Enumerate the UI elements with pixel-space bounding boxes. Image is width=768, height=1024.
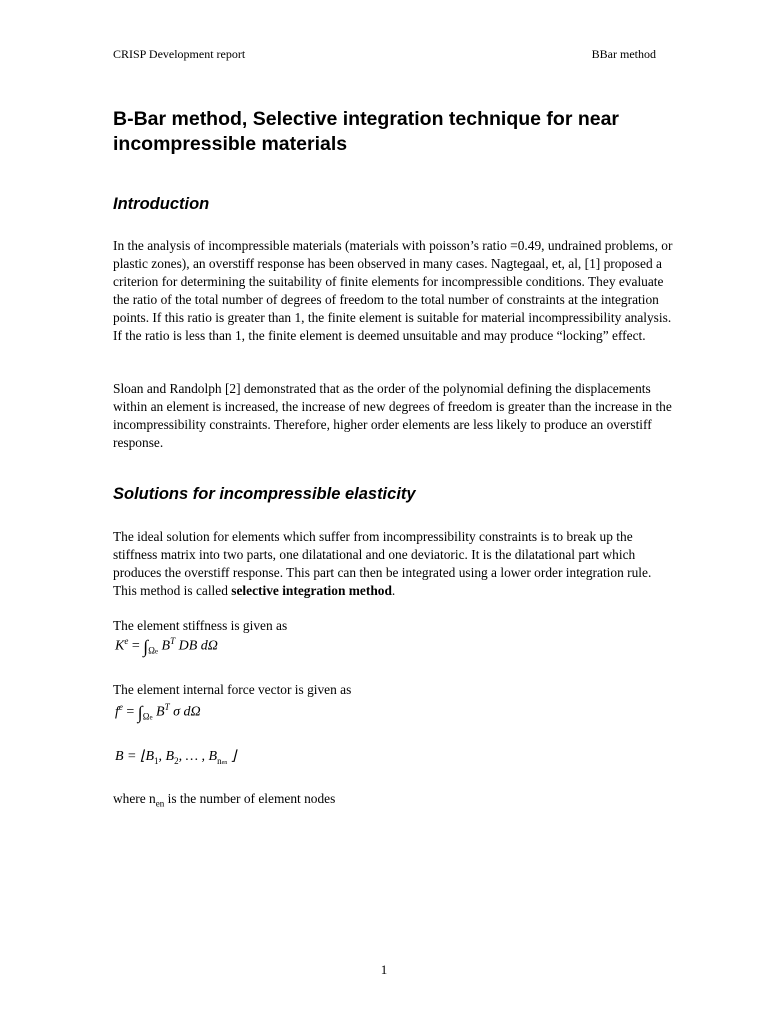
- eq-sub-en: en: [221, 759, 228, 766]
- force-equation: [115, 702, 201, 724]
- document-title: B-Bar method, Selective integration technique for near incompressible materials: [113, 108, 620, 155]
- eq-domain-sup: e: [149, 713, 153, 722]
- page-number: 1: [380, 962, 388, 977]
- introduction-paragraph-1: In the analysis of incompressible materials (materials with poisson’s ratio =0.49, undrained problems, or plastic zones), an overstiff response has been observed in many cases. Nagtegaal, et, al, [1] proposed a criterion for determining the suitability of finite elements for incompressible conditions. They evaluate the ratio of the total number of degrees of freedom to the total number of constraints at the integration points. If this ratio is greater than 1, the finite element is suitable for material incompressibility analysis. If the ratio is less than 1, the finite element is deemed unsuitable and may produce “locking” effect.: [113, 238, 673, 343]
- stiffness-label: The element stiffness is given as: [113, 618, 288, 633]
- stiffness-equation: [115, 636, 218, 658]
- eq-equals: =: [128, 638, 144, 654]
- where-prefix: where n: [113, 791, 156, 806]
- integral-symbol: ∫: [137, 702, 143, 723]
- eq-domain: Ω: [148, 645, 155, 656]
- introduction-paragraph-2: Sloan and Randolph [2] demonstrated that as the order of the polynomial defining the displacements within an element is increased, the increase of new degrees of freedom is greater than the increase in the incompressibility constraints. Therefore, higher order elements are less likely to produce an overstiff response.: [113, 381, 672, 450]
- solutions-heading: Solutions for incompressible elasticity: [113, 485, 416, 503]
- introduction-heading: Introduction: [113, 195, 210, 213]
- eq-b2: , B: [158, 749, 175, 764]
- selective-integration-term: selective integration method: [231, 583, 392, 598]
- eq-equals: =: [122, 704, 138, 720]
- b-matrix-equation: [115, 748, 236, 766]
- eq-rest: DB dΩ: [175, 638, 218, 654]
- eq-b-close: ⌋: [227, 749, 237, 764]
- eq-b: B: [158, 638, 171, 654]
- header-right: BBar method: [591, 47, 656, 61]
- eq-f-sup: e: [118, 702, 123, 712]
- where-sub: en: [155, 798, 165, 809]
- eq-b: B: [152, 704, 165, 720]
- header-left: CRISP Development report: [113, 47, 246, 61]
- eq-domain-sup: e: [154, 647, 158, 656]
- eq-b-sup: T: [164, 702, 170, 712]
- force-label: The element internal force vector is given as: [113, 682, 352, 697]
- eq-rest: σ dΩ: [169, 704, 201, 720]
- solutions-paragraph: [113, 528, 673, 600]
- eq-k-sup: e: [124, 636, 129, 646]
- solutions-paragraph-end: .: [391, 583, 396, 598]
- eq-k: K: [115, 638, 125, 654]
- nodes-sentence: [113, 790, 673, 813]
- integral-symbol: ∫: [143, 636, 149, 657]
- eq-f: f: [115, 704, 119, 720]
- eq-b3: , … , B: [178, 749, 218, 764]
- eq-domain: Ω: [142, 711, 150, 722]
- eq-b-open: B = ⌊B: [115, 749, 155, 764]
- eq-b-sup: T: [170, 636, 176, 646]
- eq-sub-1: 1: [154, 755, 159, 766]
- solutions-paragraph-text: The ideal solution for elements which suffer from incompressibility constraints is to break up the stiffness matrix into two parts, one dilatational and one deviatoric. It is the dilatational part which produces the overstiff response. This part can then be integrated using a lower order integration rule. This method is called: [113, 529, 652, 598]
- eq-sub-n: n: [217, 755, 222, 766]
- eq-sub-2: 2: [174, 755, 179, 766]
- where-suffix: is the number of element nodes: [164, 791, 336, 806]
